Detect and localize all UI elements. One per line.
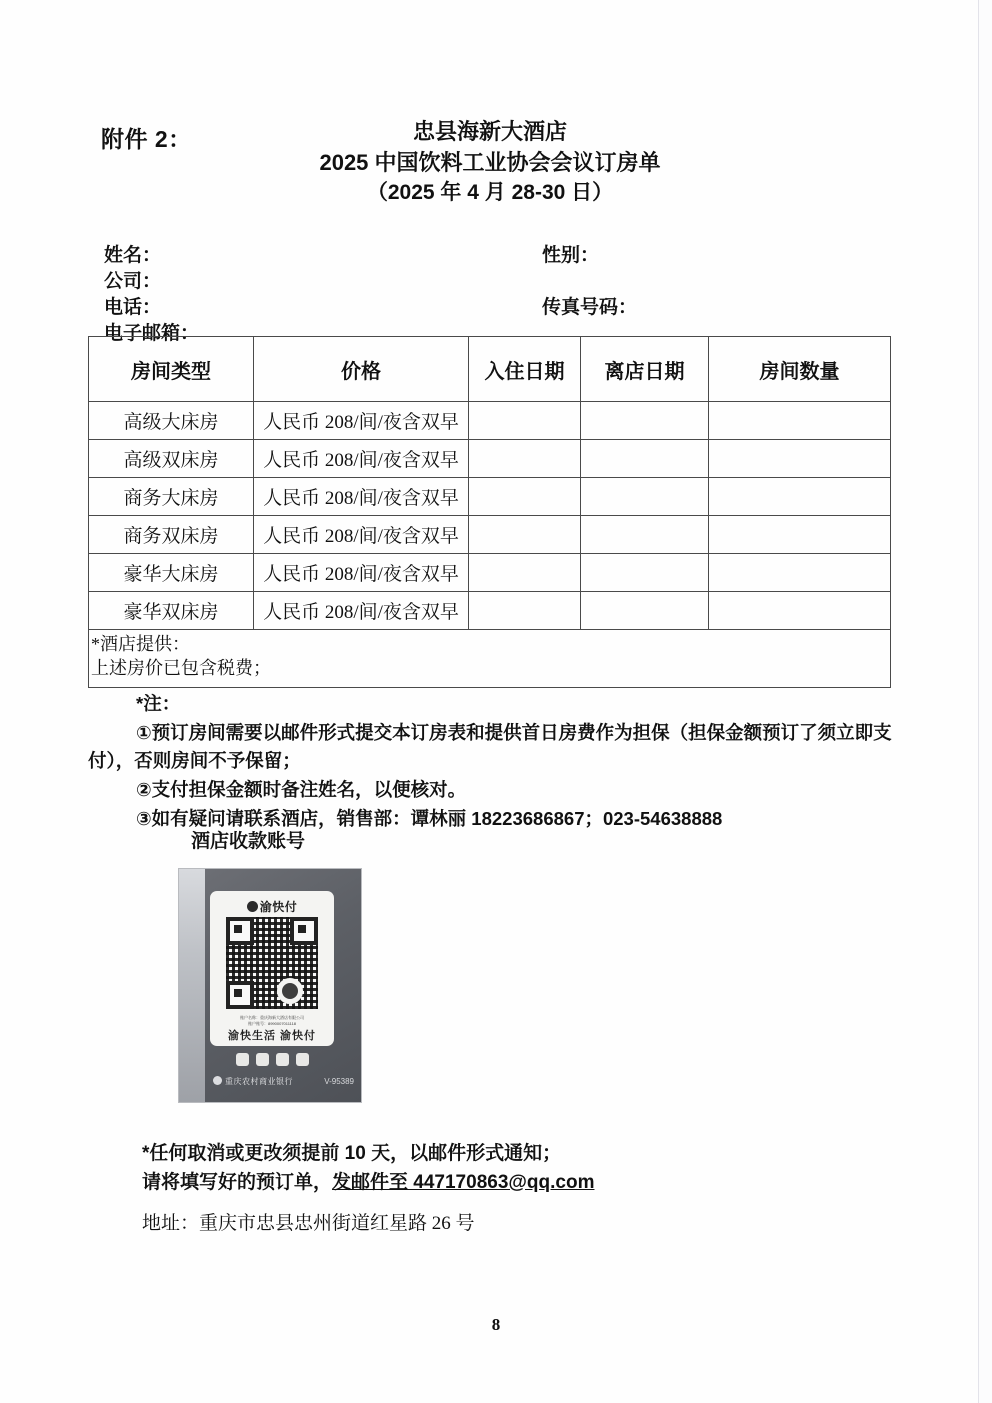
- fax-label: 传真号码：: [542, 297, 638, 318]
- cell-price: 人民币 208/间/夜含双早: [254, 516, 469, 554]
- email-link[interactable]: 发邮件至 447170863@qq.com: [332, 1171, 595, 1193]
- cancellation-policy: *任何取消或更改须提前 10 天，以邮件形式通知；: [142, 1143, 562, 1164]
- table-row: [89, 554, 891, 592]
- phone-label: 电话：: [104, 297, 162, 318]
- gender-label: 性别：: [542, 245, 600, 266]
- col-header-checkin: 入住日期: [469, 337, 581, 402]
- col-header-checkout: 离店日期: [581, 337, 709, 402]
- cell-checkout[interactable]: [581, 516, 709, 554]
- cell-room-type: 高级大床房: [89, 402, 254, 440]
- hotel-address: 地址：重庆市忠县忠州街道红星路 26 号: [142, 1213, 475, 1234]
- cell-quantity[interactable]: [709, 554, 891, 592]
- table-header-row: [89, 337, 891, 402]
- bank-footer: [213, 1076, 293, 1087]
- table-row: [89, 402, 891, 440]
- cell-quantity[interactable]: [709, 402, 891, 440]
- qr-account-info: [210, 1015, 334, 1027]
- table-row: [89, 478, 891, 516]
- cell-room-type: 豪华双床房: [89, 592, 254, 630]
- cell-checkin[interactable]: [469, 478, 581, 516]
- payment-account-title: 酒店收款账号: [191, 831, 306, 852]
- notes-heading: *注：: [136, 693, 181, 714]
- qr-account-name: 账户名称：重庆海新大酒店有限公司: [240, 1015, 304, 1020]
- cell-checkin[interactable]: [469, 516, 581, 554]
- yukuaifu-logo-icon: [247, 901, 258, 912]
- yukuaifu-app-icon: [236, 1053, 249, 1066]
- cell-checkout[interactable]: [581, 554, 709, 592]
- name-label: 姓名：: [104, 245, 162, 266]
- cell-quantity[interactable]: [709, 516, 891, 554]
- alipay-app-icon: [276, 1053, 289, 1066]
- contact-row-company: [104, 266, 884, 292]
- cell-price: 人民币 208/间/夜含双早: [254, 402, 469, 440]
- table-footer-note: [89, 630, 891, 688]
- cell-room-type: 高级双床房: [89, 440, 254, 478]
- cell-price: 人民币 208/间/夜含双早: [254, 440, 469, 478]
- bank-name-text: 重庆农村商业银行: [225, 1077, 293, 1086]
- cell-quantity[interactable]: [709, 478, 891, 516]
- footer-line-provided: *酒店提供：: [91, 634, 190, 654]
- form-title: 2025 中国饮料工业协会会议订房单: [319, 150, 661, 176]
- hotel-name-title: 忠县海新大酒店: [412, 119, 567, 144]
- cell-price: 人民币 208/间/夜含双早: [254, 592, 469, 630]
- scan-margin: [979, 0, 992, 1403]
- unionpay-app-icon: [256, 1053, 269, 1066]
- note-item-1: [88, 719, 894, 776]
- cell-price: 人民币 208/间/夜含双早: [254, 554, 469, 592]
- event-dates: （2025 年 4 月 28-30 日）: [366, 181, 614, 205]
- email-label: 电子邮箱：: [104, 323, 200, 344]
- cell-checkin[interactable]: [469, 592, 581, 630]
- qr-code-icon: [226, 917, 318, 1009]
- note-item-1-line-2: 付），否则房间不予保留；: [88, 750, 301, 772]
- qr-slogan: 渝快生活 渝快付: [227, 1030, 317, 1042]
- cell-room-type: 商务双床房: [89, 516, 254, 554]
- contact-row-name: [104, 240, 884, 266]
- contact-fields: [104, 240, 884, 344]
- qr-finder-top-right: [290, 917, 318, 945]
- payment-qr-photo: [178, 868, 362, 1103]
- payment-app-icons: [210, 1053, 334, 1066]
- cell-checkin[interactable]: [469, 554, 581, 592]
- cell-price: 人民币 208/间/夜含双早: [254, 478, 469, 516]
- cell-checkout[interactable]: [581, 402, 709, 440]
- table-footer-row: [89, 630, 891, 688]
- cell-room-type: 豪华大床房: [89, 554, 254, 592]
- room-booking-table: [88, 336, 891, 688]
- cell-checkout[interactable]: [581, 440, 709, 478]
- table-row: [89, 440, 891, 478]
- note-item-3: ③如有疑问请联系酒店，销售部：谭林丽 18223686867；023-54638888: [136, 807, 723, 829]
- cell-quantity[interactable]: [709, 592, 891, 630]
- submission-prefix: 请将填写好的预订单，: [142, 1171, 333, 1193]
- note-item-1-line-1: ①预订房间需要以邮件形式提交本订房表和提供首日房费作为担保（担保金额预订了须立即支: [136, 721, 892, 743]
- table-row: [89, 592, 891, 630]
- col-header-price: 价格: [254, 337, 469, 402]
- bottom-notes: [142, 1140, 842, 1198]
- qr-finder-bottom-left: [226, 981, 254, 1009]
- table-row: [89, 516, 891, 554]
- document-title-block: [190, 116, 790, 208]
- bank-logo-icon: [213, 1076, 222, 1085]
- company-label: 公司：: [104, 271, 162, 292]
- cell-checkout[interactable]: [581, 478, 709, 516]
- cell-room-type: 商务大床房: [89, 478, 254, 516]
- qr-account-number: 账户账号：8990007011118: [247, 1021, 297, 1026]
- col-header-room-type: 房间类型: [89, 337, 254, 402]
- contact-row-phone: [104, 292, 884, 318]
- footer-line-tax: 上述房价已包含税费；: [91, 657, 271, 678]
- cell-checkin[interactable]: [469, 440, 581, 478]
- wechat-pay-app-icon: [296, 1053, 309, 1066]
- qr-center-logo-icon: [277, 978, 303, 1004]
- qr-brand-text: 渝快付: [259, 900, 298, 914]
- cell-checkout[interactable]: [581, 592, 709, 630]
- qr-brand-label: [210, 898, 334, 915]
- note-item-2: ②支付担保金额时备注姓名，以便核对。: [136, 779, 467, 801]
- qr-payment-card: [210, 891, 334, 1046]
- submission-instruction: [142, 1169, 842, 1198]
- cell-checkin[interactable]: [469, 402, 581, 440]
- cell-quantity[interactable]: [709, 440, 891, 478]
- qr-version-label: V-95389: [324, 1077, 354, 1086]
- page-number: 8: [491, 1315, 501, 1334]
- qr-finder-top-left: [226, 917, 254, 945]
- col-header-quantity: 房间数量: [709, 337, 891, 402]
- photo-background-wall: [179, 869, 205, 1102]
- notes-section: [88, 690, 894, 833]
- attachment-label: 附件 2：: [101, 126, 192, 152]
